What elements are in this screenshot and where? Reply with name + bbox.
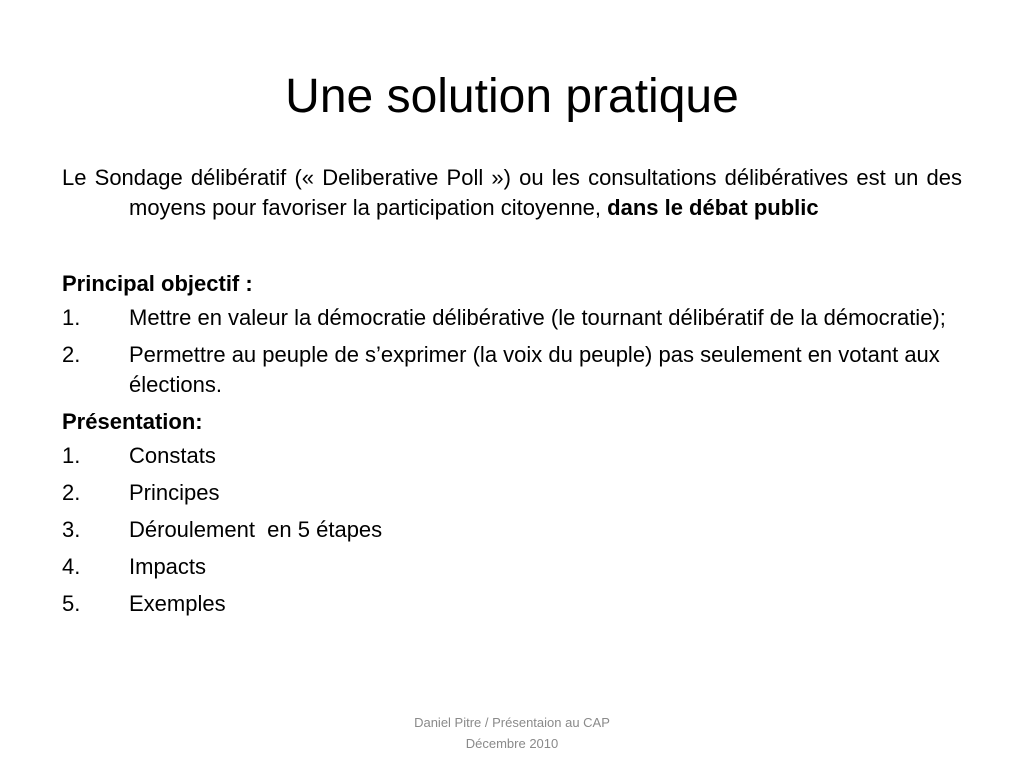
list-item-number: 3. — [62, 517, 81, 542]
list-item-number: 4. — [62, 554, 81, 579]
list-item — [62, 303, 962, 333]
footer-author: Daniel Pitre / Présentaion au CAP — [414, 715, 610, 730]
list-item-text: Constats — [129, 443, 216, 468]
list-item — [62, 441, 962, 471]
slide-content — [62, 163, 962, 626]
objectif-heading: Principal objectif : — [62, 271, 253, 296]
intro-text: Le Sondage délibératif (« Deliberative Poll ») ou les consultations délibératives est un des moyens pour favoriser la participation citoyenne, — [62, 165, 962, 220]
intro-paragraph — [62, 163, 962, 223]
presentation-heading: Présentation: — [62, 409, 203, 434]
list-item-text: Permettre au peuple de s’exprimer (la voix du peuple) pas seulement en votant aux élections. — [129, 342, 940, 397]
list-item-text: Mettre en valeur la démocratie délibérative (le tournant délibératif de la démocratie); — [129, 305, 946, 330]
list-item-number: 2. — [62, 480, 81, 505]
intro-bold-text: dans le débat public — [607, 195, 819, 220]
list-item-number: 1. — [62, 305, 81, 330]
list-item — [62, 515, 962, 545]
footer-date: Décembre 2010 — [465, 736, 559, 751]
list-item — [62, 478, 962, 508]
list-item-number: 5. — [62, 591, 81, 616]
list-item — [62, 340, 962, 400]
objectif-list — [62, 303, 962, 400]
slide-footer — [312, 712, 712, 754]
list-item-text: Impacts — [129, 554, 207, 579]
presentation-list — [62, 441, 962, 619]
list-item-text: Déroulement en 5 étapes — [129, 517, 383, 542]
list-item-text: Principes — [129, 480, 220, 505]
list-item-number: 1. — [62, 443, 81, 468]
slide-title: Une solution pratique — [285, 70, 739, 123]
list-item-number: 2. — [62, 342, 81, 367]
list-item — [62, 552, 962, 582]
list-item-text: Exemples — [129, 591, 226, 616]
list-item — [62, 589, 962, 619]
